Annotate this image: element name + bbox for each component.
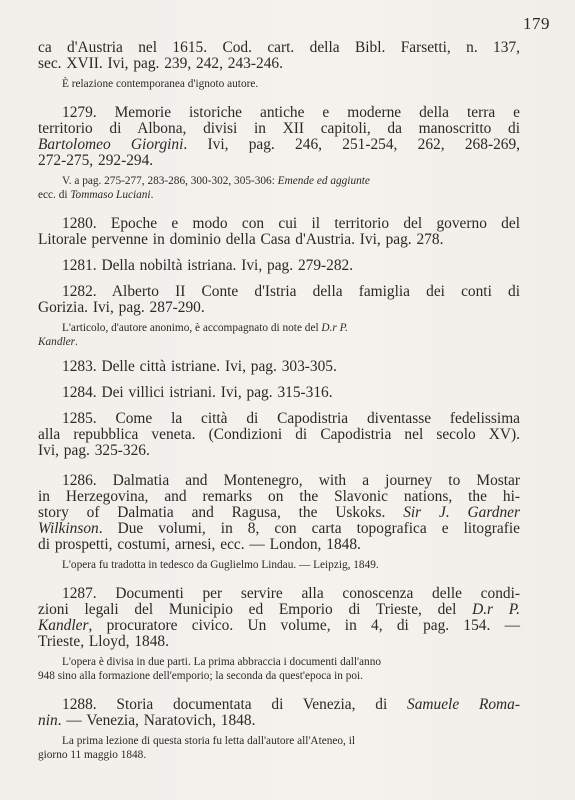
entry-line: 1281. Della nobiltà istriana. Ivi, pag. 279-282. [62,257,354,274]
entry-1287 [38,586,520,683]
entry-note: Kandler. [38,336,78,348]
entry-line: alla repubblica veneta. (Condizioni di Capodistria nel secolo XV). [38,426,520,443]
entry-1285 [38,411,520,459]
entry-line: 1285. Come la città di Capodistria diventasse fedelissima [62,410,520,427]
entry-line: 1280. Epoche e modo con cui il territorio del governo del [62,215,520,232]
entry-line: 1288. Storia documentata di Venezia, di Samuele Roma- [62,696,520,713]
entry-continuation [38,40,520,91]
entry-line: territorio di Albona, divisi in XII capitoli, da manoscritto di [38,120,520,137]
entry-1281 [38,258,520,274]
entry-1286 [38,473,520,572]
entry-1284 [38,385,520,401]
entry-1282 [38,284,520,349]
entry-line: story of Dalmatia and Ragusa, the Uskoks. Sir J. Gardner [38,504,520,521]
entry-line: Trieste, Lloyd, 1848. [38,633,169,650]
entry-note: L'opera fu tradotta in tedesco da Guglielmo Lindau. — Leipzig, 1849. [62,559,379,571]
entry-line: di prospetti, costumi, arnesi, ecc. — London, 1848. [38,536,361,553]
entry-line: ca d'Austria nel 1615. Cod. cart. della Bibl. Farsetti, n. 137, [38,39,520,56]
entry-note: giorno 11 maggio 1848. [38,749,147,761]
entry-line: 1282. Alberto II Conte d'Istria della famiglia dei conti di [62,283,520,300]
entry-line: 1279. Memorie istoriche antiche e moderne della terra e [62,104,520,121]
entry-line: nin. — Venezia, Naratovich, 1848. [38,712,256,729]
entry-line: 1284. Dei villici istriani. Ivi, pag. 315-316. [62,384,333,401]
entry-1283 [38,359,520,375]
entry-1280 [38,216,520,248]
entry-line: Litorale pervenne in dominio della Casa d'Austria. Ivi, pag. 278. [38,231,444,248]
entry-line: Ivi, pag. 325-326. [38,442,150,459]
entry-note: 948 sino alla formazione dell'emporio; la seconda da quest'epoca in poi. [38,670,363,682]
entry-line: 272-275, 292-294. [38,152,154,169]
entry-line: Gorizia. Ivi, pag. 287-290. [38,299,205,316]
entry-note: La prima lezione di questa storia fu letta dall'autore all'Ateneo, il [62,735,355,747]
entry-line: 1283. Delle città istriane. Ivi, pag. 303-305. [62,358,337,375]
entry-line: in Herzegovina, and remarks on the Slavonic nations, the hi- [38,488,520,505]
entry-line: Bartolomeo Giorgini. Ivi, pag. 246, 251-254, 262, 268-269, [38,136,520,153]
page-text [38,40,520,762]
entry-line: Wilkinson. Due volumi, in 8, con carta topografica e litografie [38,520,520,537]
entry-line: 1286. Dalmatia and Montenegro, with a journey to Mostar [62,472,520,489]
entry-line: zioni legali del Municipio ed Emporio di Trieste, del D.r P. [38,601,520,618]
entry-note: L'articolo, d'autore anonimo, è accompagnato di note del D.r P. [62,322,348,334]
entry-1288 [38,697,520,762]
entry-line: Kandler, procuratore civico. Un volume, in 4, di pag. 154. — [38,617,520,634]
page-number: 179 [523,14,550,33]
entry-line: 1287. Documenti per servire alla conoscenza delle condi- [62,585,520,602]
entry-note: L'opera è divisa in due parti. La prima abbraccia i documenti dall'anno [62,656,382,668]
entry-note: V. a pag. 275-277, 283-286, 300-302, 305-306: Emende ed aggiunte [62,175,370,187]
entry-note: ecc. di Tommaso Luciani. [38,189,154,201]
entry-1279 [38,105,520,202]
entry-note: È relazione contemporanea d'ignoto autore. [62,78,259,90]
entry-line: sec. XVII. Ivi, pag. 239, 242, 243-246. [38,55,283,72]
